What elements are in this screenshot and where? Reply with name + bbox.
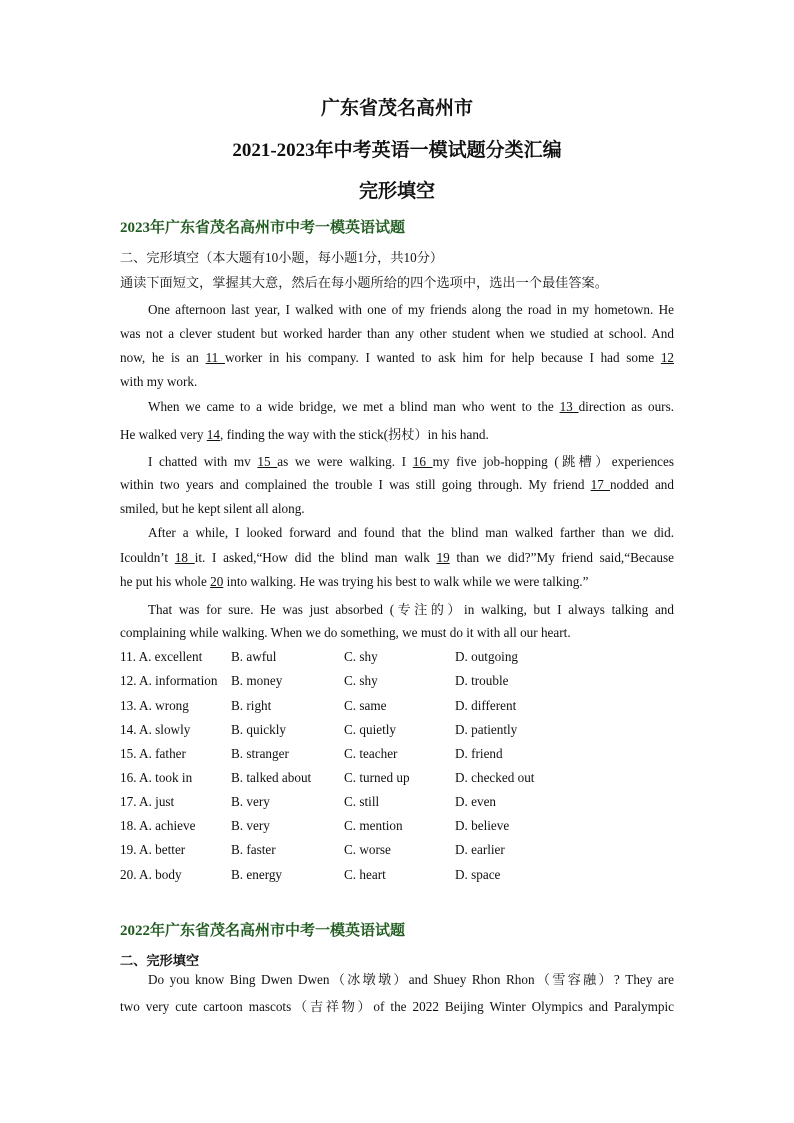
passage-text: it. I asked,“How did the blind man walk <box>194 550 437 565</box>
passage-text: now, he is an <box>120 350 206 365</box>
section-heading-2023: 2023年广东省茂名高州市中考一模英语试题 <box>120 220 406 236</box>
option-c: C. still <box>344 794 380 809</box>
option-d: D. different <box>455 698 517 713</box>
passage-text: than we did?”My friend said,“Because <box>449 550 675 565</box>
passage-text: my five job-hopping (跳槽）experiences <box>432 454 675 469</box>
passage-text: Icouldn’t <box>120 550 175 565</box>
passage-line: That was for sure. He was just absorbed (专注的）in walking, but I always talking and <box>148 602 674 617</box>
passage-text: within two years and complained the trouble I was still going through. My friend <box>120 477 591 492</box>
option-a: 15. A. father <box>120 746 186 761</box>
option-b: B. money <box>231 673 283 688</box>
option-c: C. quietly <box>344 722 397 737</box>
passage-text: into walking. He was trying his best to walk while we were talking.” <box>223 574 589 589</box>
option-b: B. awful <box>231 649 277 664</box>
option-a: 18. A. achieve <box>120 818 196 833</box>
option-d: D. space <box>455 867 501 882</box>
passage-line <box>120 350 674 366</box>
option-c: C. worse <box>344 842 391 857</box>
option-b: B. very <box>231 818 270 833</box>
passage-line <box>120 574 674 590</box>
passage-line: complaining while walking. When we do something, we must do it with all our heart. <box>120 625 571 640</box>
blank-13: 13 <box>559 399 579 414</box>
blank-19: 19 <box>436 550 450 565</box>
option-b: B. faster <box>231 842 276 857</box>
section-heading-2022: 2022年广东省茂名高州市中考一模英语试题 <box>120 923 406 939</box>
passage-line <box>148 399 674 415</box>
passage-line: Do you know Bing Dwen Dwen（冰墩墩）and Shuey Rhon Rhon（雪容融）? They are <box>148 972 674 987</box>
passage-text: worker in his company. I wanted to ask him for help because I had some <box>224 350 661 365</box>
doc-title-topic: 完形填空 <box>358 181 435 202</box>
blank-14: 14 <box>206 427 220 442</box>
option-c: C. mention <box>344 818 403 833</box>
passage-text: nodded and <box>609 477 674 492</box>
option-b: B. stranger <box>231 746 289 761</box>
passage-line: two very cute cartoon mascots（吉祥物）of the 2022 Beijing Winter Olympics and Paralympic <box>120 999 674 1014</box>
option-d: D. outgoing <box>455 649 519 664</box>
option-d: D. checked out <box>455 770 535 785</box>
passage-line <box>148 451 674 470</box>
option-a: 11. A. excellent <box>120 649 203 664</box>
option-b: B. quickly <box>231 722 286 737</box>
part-title-2023: 二、完形填空（本大题有10小题，每小题1分，共10分） <box>120 250 444 265</box>
blank-20: 20 <box>210 574 224 589</box>
option-c: C. turned up <box>344 770 410 785</box>
passage-text: , finding the way with the stick(拐杖）in his hand. <box>219 427 489 442</box>
passage-text: as we were walking. I <box>277 454 413 469</box>
passage-line: After a while, I looked forward and found that the blind man walked farther than we did. <box>148 525 674 540</box>
option-d: D. friend <box>455 746 503 761</box>
blank-11: 11 <box>205 350 225 365</box>
passage-text: He walked very <box>120 427 207 442</box>
doc-title-main: 2021-2023年中考英语一模试题分类汇编 <box>232 140 562 161</box>
passage-line <box>120 477 674 493</box>
option-a: 13. A. wrong <box>120 698 189 713</box>
option-b: B. energy <box>231 867 283 882</box>
option-a: 12. A. information <box>120 673 218 688</box>
option-d: D. patiently <box>455 722 518 737</box>
option-a: 17. A. just <box>120 794 175 809</box>
option-a: 20. A. body <box>120 867 182 882</box>
option-a: 14. A. slowly <box>120 722 191 737</box>
passage-text: When we came to a wide bridge, we met a blind man who went to the <box>148 399 560 414</box>
option-c: C. same <box>344 698 387 713</box>
option-b: B. very <box>231 794 270 809</box>
option-a: 16. A. took in <box>120 770 193 785</box>
option-d: D. earlier <box>455 842 505 857</box>
passage-line <box>120 550 674 566</box>
part-title-2022: 二、完形填空 <box>120 953 200 968</box>
option-b: B. talked about <box>231 770 312 785</box>
passage-line: smiled, but he kept silent all along. <box>120 501 305 516</box>
blank-18: 18 <box>174 550 195 565</box>
option-c: C. shy <box>344 649 378 664</box>
option-c: C. shy <box>344 673 378 688</box>
option-a: 19. A. better <box>120 842 186 857</box>
blank-17: 17 <box>590 477 610 492</box>
doc-title-region: 广东省茂名高州市 <box>320 98 473 119</box>
passage-line <box>120 424 674 443</box>
instruction-2023: 通读下面短文，掌握其大意，然后在每小题所给的四个选项中，选出一个最佳答案。 <box>120 275 608 290</box>
passage-line: One afternoon last year, I walked with one of my friends along the road in my hometown. He <box>148 302 674 317</box>
option-c: C. teacher <box>344 746 398 761</box>
passage-text: he put his whole <box>120 574 211 589</box>
blank-12: 12 <box>660 350 675 365</box>
passage-text: direction as ours. <box>578 399 675 414</box>
blank-16: 16 <box>412 454 433 469</box>
option-b: B. right <box>231 698 272 713</box>
passage-text: I chatted with mv <box>148 454 258 469</box>
option-d: D. even <box>455 794 497 809</box>
passage-line: with my work. <box>120 374 198 389</box>
option-c: C. heart <box>344 867 386 882</box>
blank-15: 15 <box>257 454 278 469</box>
option-d: D. believe <box>455 818 510 833</box>
passage-line: was not a clever student but worked harder than any other student when we studied at school. And <box>120 326 674 341</box>
option-d: D. trouble <box>455 673 509 688</box>
